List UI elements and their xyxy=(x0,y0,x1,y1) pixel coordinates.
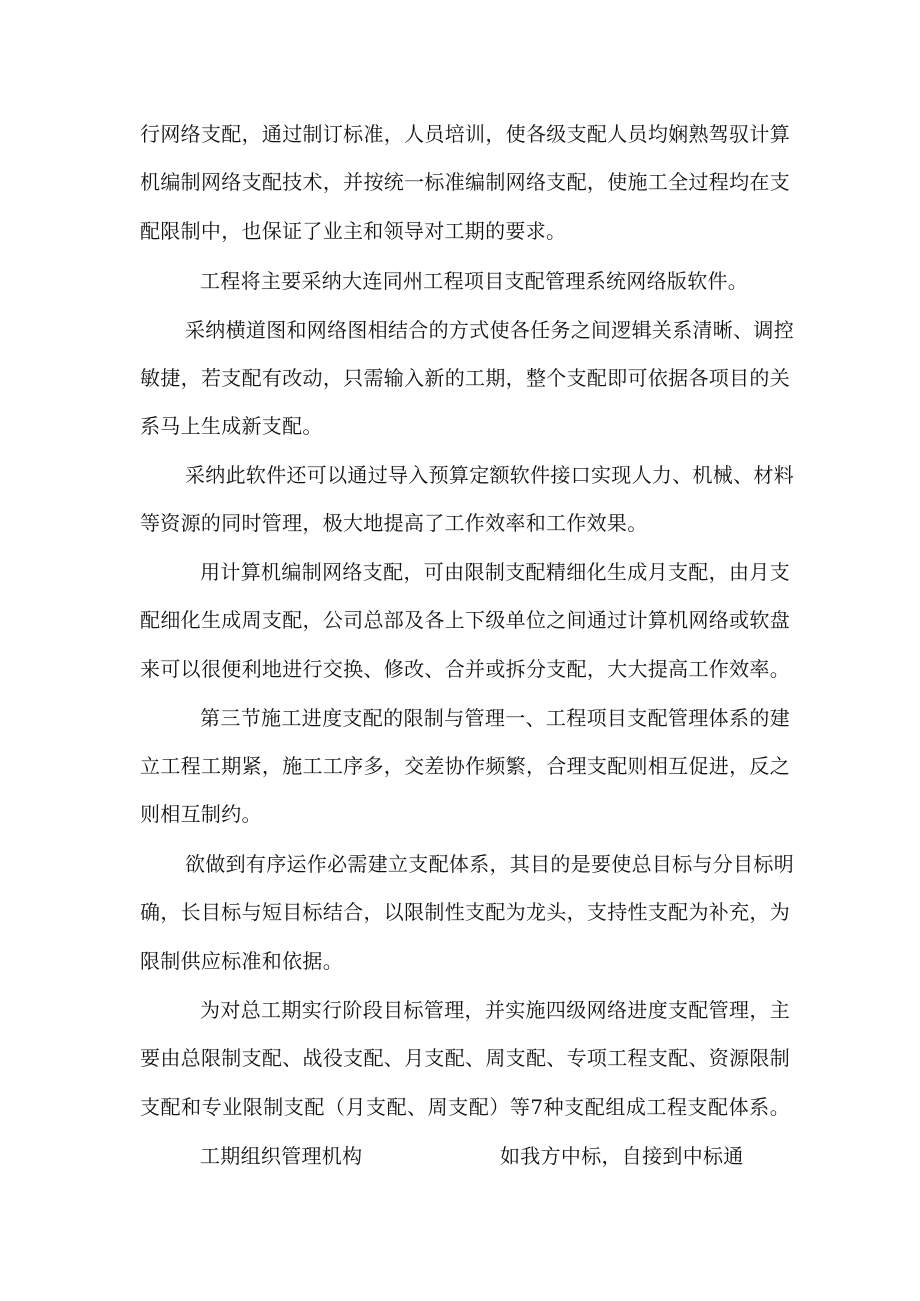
paragraph-2-line-1: 工程将主要采纳大连同州工程项目支配管理系统网络版软件。 xyxy=(200,269,749,293)
paragraph-5-line-3: 来可以很便利地进行交换、修改、合并或拆分支配，大大提高工作效率。 xyxy=(140,657,790,681)
paragraph-4-line-1: 采纳此软件还可以通过导入预算定额软件接口实现人力、机械、材料 xyxy=(185,463,794,487)
paragraph-8-line-2: 要由总限制支配、战役支配、月支配、周支配、专项工程支配、资源限制 xyxy=(140,1046,790,1070)
paragraph-5-line-1: 用计算机编制网络支配，可由限制支配精细化生成月支配，由月支 xyxy=(200,560,790,584)
last-line-right-text: 如我方中标，自接到中标通 xyxy=(500,1144,744,1168)
paragraph-7-line-2: 确，长目标与短目标结合，以限制性支配为龙头，支持性支配为补充，为 xyxy=(140,900,790,924)
paragraph-5-line-2: 配细化生成周支配，公司总部及各上下级单位之间通过计算机网络或软盘 xyxy=(140,608,790,632)
paragraph-3-line-2: 敏捷，若支配有改动，只需输入新的工期，整个支配即可依据各项目的关 xyxy=(140,366,790,390)
paragraph-1-line-1: 行网络支配，通过制订标准，人员培训，使各级支配人员均娴熟驾驭计算 xyxy=(140,122,790,146)
paragraph-1-line-2: 机编制网络支配技术，并按统一标准编制网络支配，使施工全过程均在支 xyxy=(140,170,790,194)
paragraph-8-line-1: 为对总工期实行阶段目标管理，并实施四级网络进度支配管理，主 xyxy=(200,998,790,1022)
paragraph-7-line-3: 限制供应标准和依据。 xyxy=(140,949,343,973)
paragraph-7-line-1: 欲做到有序运作必需建立支配体系，其目的是要使总目标与分目标明 xyxy=(185,852,794,876)
last-line-left-text: 工期组织管理机构 xyxy=(200,1144,363,1168)
paragraph-6-line-1: 第三节施工进度支配的限制与管理一、工程项目支配管理体系的建 xyxy=(200,706,790,730)
paragraph-1-line-3: 配限制中，也保证了业主和领导对工期的要求。 xyxy=(140,219,567,243)
paragraph-6-line-3: 则相互制约。 xyxy=(140,802,262,826)
paragraph-3-line-3: 系马上生成新支配。 xyxy=(140,414,323,438)
paragraph-6-line-2: 立工程工期紧，施工工序多，交差协作频繁，合理支配则相互促进，反之 xyxy=(140,754,790,778)
paragraph-3-line-1: 采纳横道图和网络图相结合的方式使各任务之间逻辑关系清晰、调控 xyxy=(185,318,794,342)
paragraph-8-line-3: 支配和专业限制支配（月支配、周支配）等7种支配组成工程支配体系。 xyxy=(140,1095,790,1119)
paragraph-4-line-2: 等资源的同时管理，极大地提高了工作效率和工作效果。 xyxy=(140,511,648,535)
